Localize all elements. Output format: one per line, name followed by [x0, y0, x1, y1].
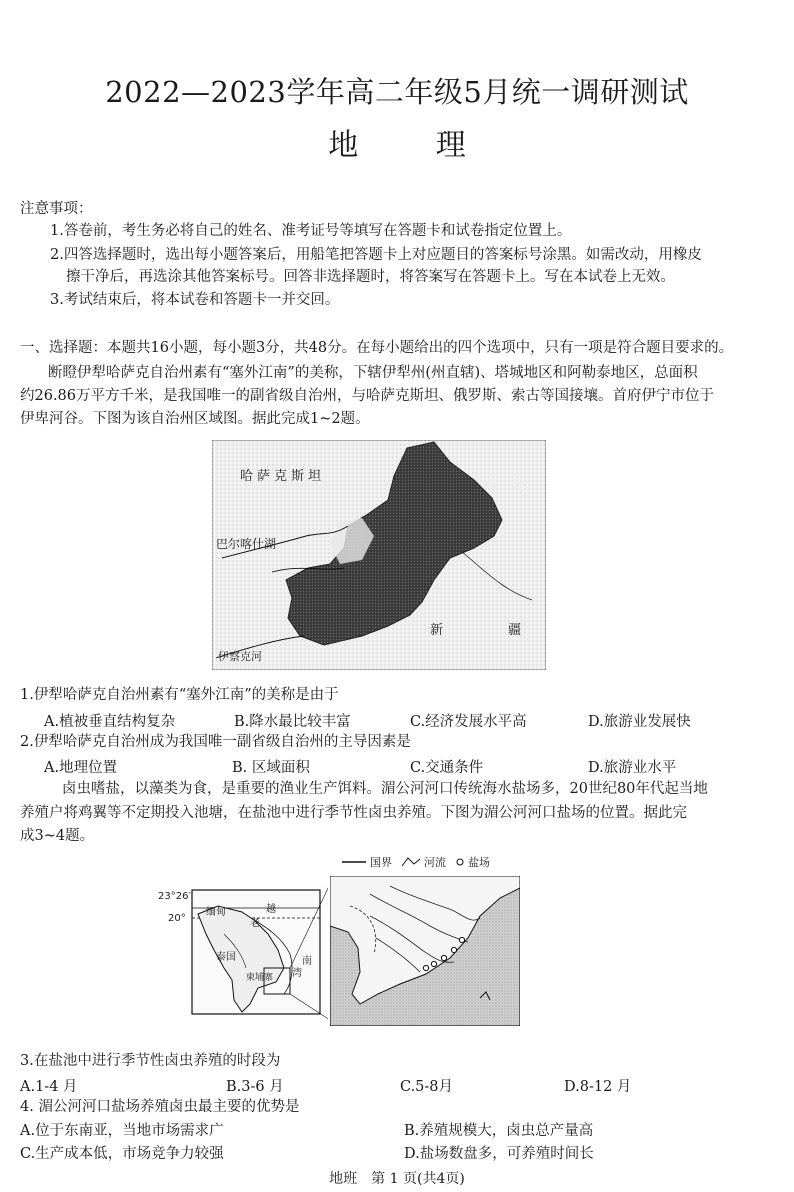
svg-text:湾: 湾: [292, 968, 302, 979]
label-xinjiang-1: 新: [430, 623, 444, 638]
option-b[interactable]: B.3-6 月: [226, 1079, 284, 1095]
svg-text:20°: 20°: [168, 913, 186, 924]
page-footer: 地班 第 1 页(共4页): [329, 1171, 465, 1187]
label-xinjiang-2: 疆: [508, 623, 522, 638]
option-c[interactable]: C.5-8月: [400, 1079, 454, 1095]
option-d[interactable]: D.旅游业水平: [588, 760, 677, 776]
passage-line: 养殖户将鸡翼等不定期投入池塘，在盐池中进行季节性卤虫养殖。下图为湄公河河口盐场的位置。据此完: [20, 805, 687, 821]
svg-text:国界: 国界: [370, 856, 392, 869]
svg-text:泰国: 泰国: [216, 952, 236, 963]
notice-item: 擦干净后，再选涂其他答案标号。回答非选择题时，将答案写在答题卡上。写在本试卷上无效。: [66, 269, 675, 285]
question-stem: 1.伊犁哈萨克自治州素有“塞外江南”的美称是由于: [20, 687, 339, 703]
yili-region-map: [212, 440, 546, 670]
notice-item: 3.考试结束后，将本试卷和答题卡一并交回。: [50, 292, 340, 308]
svg-text:河流: 河流: [424, 856, 446, 869]
mekong-delta-detail-map: [330, 876, 520, 1026]
option-a[interactable]: A.1-4 月: [20, 1079, 78, 1095]
exam-title: 2022—2023学年高二年级5月统一调研测试: [105, 75, 689, 109]
option-c[interactable]: C.经济发展水平高: [410, 714, 527, 730]
question-stem: 3.在盐池中进行季节性卤虫养殖的时段为: [20, 1053, 281, 1069]
passage-line: 约26.86万平方千米，是我国唯一的副省级自治州，与哈萨克斯坦、俄罗斯、索古等国接壤。首府伊宁市位于: [20, 388, 715, 404]
option-b[interactable]: B.养殖规模大，卤虫总产量高: [404, 1123, 594, 1139]
notice-heading: 注意事项：: [20, 201, 93, 217]
option-a[interactable]: A.地理位置: [44, 760, 118, 776]
passage-line: 卤虫嗜盐，以藻类为食，是重要的渔业生产饵料。湄公河河口传统海水盐场多，20世纪80年代起当地: [62, 781, 708, 797]
option-c[interactable]: C.交通条件: [410, 760, 484, 776]
label-yili-river: 伊察克河: [218, 650, 262, 663]
option-a[interactable]: A.植被垂直结构复杂: [44, 714, 176, 730]
passage-line: 成3~4题。: [20, 828, 95, 844]
notice-item: 2.四答选择题时，选出每小题答案后，用船笔把答题卡上对应题目的答案标号涂黑。如需改动，用橡皮: [50, 247, 702, 263]
southeast-asia-locator-map: [158, 884, 328, 1020]
option-b[interactable]: B.降水最比较丰富: [234, 714, 351, 730]
passage-line: 断瞪伊犁哈萨克自治州素有“塞外江南”的美称，下辖伊犁州(州直辖)、塔城地区和阿勒泰地区，总面积: [48, 365, 698, 381]
svg-text:柬埔寨: 柬埔寨: [246, 973, 274, 983]
section-heading: 一、选择题：本题共16小题，每小题3分，共48分。在每小题给出的四个选项中，只有一项是符合题目要求的。: [20, 340, 734, 356]
label-kazakhstan: 哈萨克斯坦: [240, 469, 326, 484]
svg-text:23°26′: 23°26′: [158, 891, 191, 902]
svg-text:老: 老: [250, 918, 260, 929]
svg-text:南: 南: [302, 956, 312, 967]
label-mongolia: 蒙古: [484, 477, 539, 492]
label-balkhash: 巴尔喀什湖: [216, 537, 277, 551]
option-d[interactable]: D.盐场数盘多，可养殖时间长: [404, 1146, 594, 1162]
option-b[interactable]: B. 区域面积: [232, 760, 310, 776]
map2-legend: [340, 853, 540, 871]
svg-text:盐场: 盐场: [468, 856, 490, 869]
option-d[interactable]: D.8-12 月: [564, 1079, 632, 1095]
question-stem: 2.伊犁哈萨克自治州成为我国唯一副省级自治州的主导因素是: [20, 734, 411, 750]
svg-text:缅甸: 缅甸: [206, 907, 226, 918]
notice-item: 1.答卷前，考生务必将自己的姓名、准考证号等填写在答题卡和试卷指定位置上。: [50, 223, 572, 239]
option-d[interactable]: D.旅游业发展快: [588, 714, 691, 730]
svg-text:越: 越: [266, 904, 276, 915]
passage-line: 伊卑河谷。下图为该自治州区域图。据此完成1~2题。: [20, 411, 370, 427]
question-stem: 4. 湄公河河口盐场养殖卤虫最主要的优势是: [20, 1099, 300, 1115]
subject-title: 地 理: [328, 128, 500, 163]
option-a[interactable]: A.位于东南亚，当地市场需求广: [20, 1123, 224, 1139]
option-c[interactable]: C.生产成本低，市场竞争力较强: [20, 1146, 224, 1162]
